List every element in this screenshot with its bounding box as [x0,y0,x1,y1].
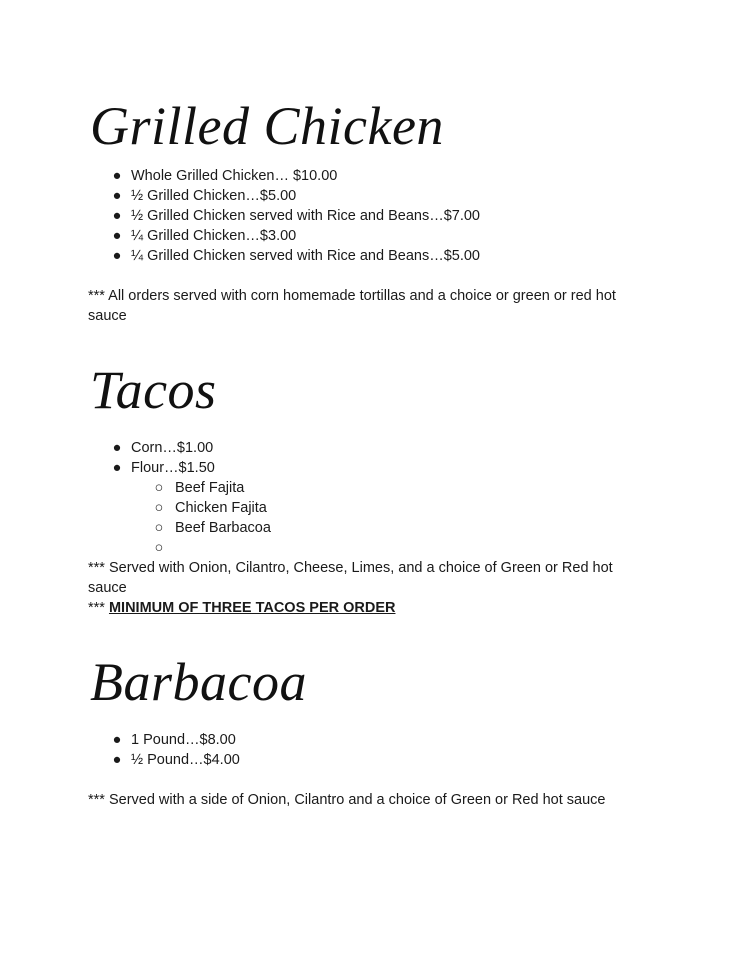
item-text: ¼ Grilled Chicken…$3.00 [131,228,297,244]
hollow-bullet-icon: ○ [154,480,164,496]
list-item [0,730,240,750]
minimum-prefix: *** [88,600,105,616]
item-text: ½ Grilled Chicken…$5.00 [131,188,297,204]
list-item [0,438,215,458]
bullet-icon: ● [112,228,122,244]
sub-list-item [0,538,271,558]
sub-item-text: Chicken Fajita [175,500,267,516]
item-text: ¼ Grilled Chicken served with Rice and Beans…$5.00 [131,248,480,264]
bullet-icon: ● [112,208,122,224]
list-item [0,458,215,478]
bullet-icon: ● [112,752,122,768]
barbacoa-heading: Barbacoa [90,652,307,712]
sub-list-item [0,498,271,518]
hollow-bullet-icon: ○ [154,540,164,556]
list-item [0,186,480,206]
tacos-heading: Tacos [90,360,217,420]
bullet-icon: ● [112,460,122,476]
hollow-bullet-icon: ○ [154,520,164,536]
item-text: ½ Grilled Chicken served with Rice and Beans…$7.00 [131,208,480,224]
list-item [0,206,480,226]
hollow-bullet-icon: ○ [154,500,164,516]
item-text: 1 Pound…$8.00 [131,732,236,748]
sub-list-item [0,478,271,498]
tacos-list [0,438,215,478]
tacos-sublist [0,478,271,558]
bullet-icon: ● [112,440,122,456]
sub-item-text: Beef Barbacoa [175,520,271,536]
tacos-note: *** Served with Onion, Cilantro, Cheese, Limes, and a choice of Green or Red hot sauce [88,560,613,596]
list-item [0,226,480,246]
barbacoa-note: *** Served with a side of Onion, Cilantro and a choice of Green or Red hot sauce [88,792,606,808]
item-text: Corn…$1.00 [131,440,214,456]
item-text: ½ Pound…$4.00 [131,752,240,768]
item-text: Whole Grilled Chicken… $10.00 [131,168,338,184]
bullet-icon: ● [112,248,122,264]
grilled-chicken-heading: Grilled Chicken [90,96,444,156]
tacos-minimum-note [88,598,648,618]
grilled-chicken-note: *** All orders served with corn homemade tortillas and a choice or green or red hot sauce [88,288,616,324]
sub-item-text: Beef Fajita [175,480,245,496]
grilled-chicken-list [0,166,480,266]
sub-list-item [0,518,271,538]
minimum-order-text: MINIMUM OF THREE TACOS PER ORDER [108,600,396,616]
list-item [0,246,480,266]
bullet-icon: ● [112,732,122,748]
bullet-icon: ● [112,188,122,204]
barbacoa-list [0,730,240,770]
list-item [0,166,480,186]
bullet-icon: ● [112,168,122,184]
list-item [0,750,240,770]
item-text: Flour…$1.50 [131,460,215,476]
